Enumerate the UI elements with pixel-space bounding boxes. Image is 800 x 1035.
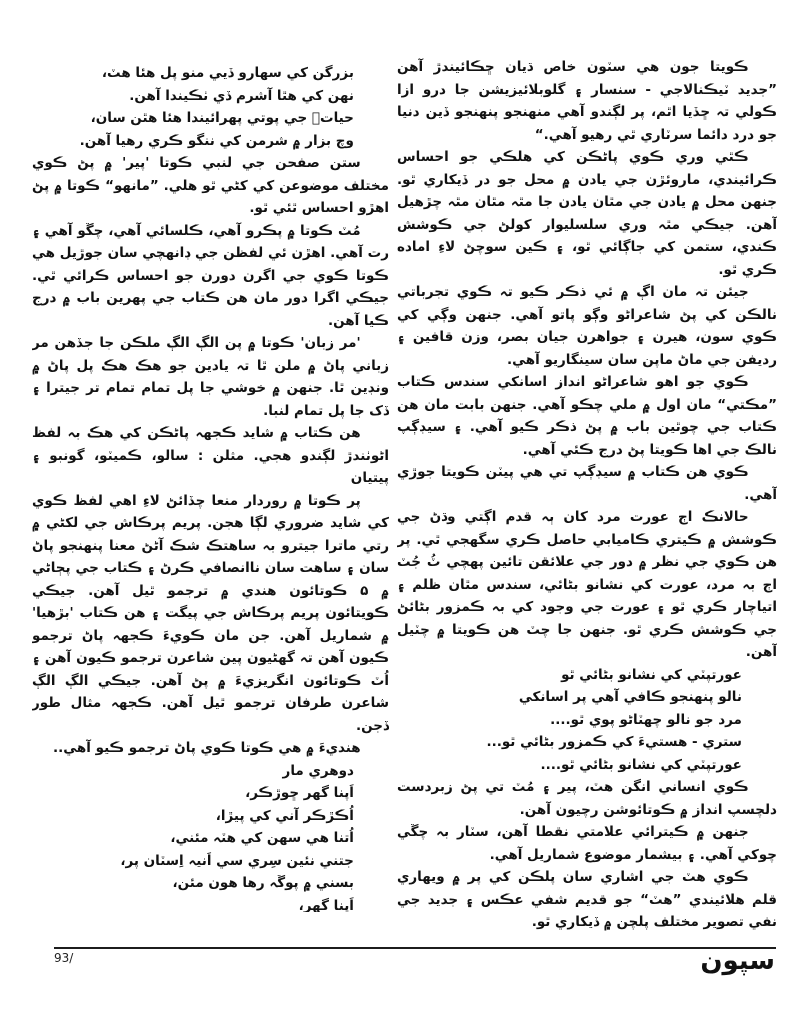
paragraph: پر ڪوتا ۾ روردار منعا چڏائڻ لاءِ اهي لفظ ڪوي کي شايد ضروري لڳا هجن. پريم پرڪاش جي لکڻي ۾ رتي ماترا جيترو بہ ساهتڪ شڪ آڻڻ معنا پنهنجو پاڻ سان ۽ ساهت سان ناانصافي ڪرڻ ۽ ڪتاب جي پڄاڻي ۾ ۵ ڪوتائون هندي ۾ ترجمو ٿيل آهن. جيڪي ڪويتائون پريم پرڪاش جي پيگت ۽ هن ڪتاب 'بڙهيا' ۾ شماريل آهن. جن مان ڪويءَ ڪجهہ پاڻ ترجمو ڪيون آهن تہ گهڻيون پين شاعرن ترجمو ڪيون آهن ۽ اُٽ ڪوتائون انگريزيءَ ۾ پڻ آهن. جيڪي الڳ الڳ شاعرن طرفان ترجمو ٿيل آهن. ڪجهہ مثال طور ڏجن. [32, 492, 389, 734]
verse-line: وچ بزار ۾ شرمن کي ننگو ڪري رهيا آهن. [79, 132, 354, 149]
verse-line: اُتنا هي سهن کي هٽہ مئني، [170, 830, 354, 846]
paragraph: جنهن ۾ ڪيترائي علامتي نقطا آهن، سٽار بہ چڱي چوکي آهي. ۽ بيشمار موضوع شماريل آهي. [397, 824, 777, 863]
paragraph: هن ڪتاب ۾ شايد ڪجهہ پاڻڪن کي هڪ بہ لفظ اڻوٺندڙ لڳندو هجي. مثلن : سالو، ڪميٽو، گونبو ۽ پيتيان [32, 425, 389, 486]
verse-line: عورتپٽي کي نشانو بڻائي ٿو [561, 666, 742, 683]
footer-divider-rule [54, 947, 776, 949]
paragraph: مُٽ ڪوتا ۾ پڪرو آهي، ڪلسائي آهي، چڱو آهي ۽ رت آهي. اهڙن ئي لفظن جي ڊانهچي سان جوڙيل هي ڪوتا ڪوي جي اگرن دورن جو احساس ڪرائي ٿي. جيڪي اگرا دور مان هن ڪتاب جي پهرين باب ۾ درج ڪيا آهن. [32, 222, 389, 329]
verse-line: ستري - هستيءَ کي ڪمزور بڻائي ٿو... [486, 734, 742, 750]
verse-line: جتني نئين سِري سي اَنيہ اِسٽان پر، [120, 852, 354, 869]
paragraph: ڪوي جو اهو شاعراڻو انداز اسانکي سندس ڪتاب ”مڪتي“ مان اول ۾ ملي چڪو آهي. جنهن بابت مان هن ڪتاب جي چوٿين باب ۾ پڻ ذڪر ڪيو آهي. ۽ سيڊڳپ نالڪ جي اها ڪويتا پڻ درج ڪئي آهي. [397, 374, 777, 458]
verse-line: نهن کي هٿا آشرم ڏي ٺڪيندا آهن. [129, 87, 354, 104]
verse-line: مرد جو نالو چهٽاڻو پوي ٿو.... [550, 711, 742, 728]
paragraph: ڪوي هن ڪتاب ۾ سيڊڳپ تي هي پيٽن ڪويتا جوڙي آهي. [397, 464, 777, 503]
paragraph: ڪويتا جون هي سٽون خاص ڌيان ڇڪائيندڙ آهن ”جديد ٽيڪنالاجي - سنسار ۽ گلوبلائيزيشن جا درو ازا ڪولي تہ ڇڏيا اٿم، پر لڳندو آهي منهنجو پنهنجو ڏين دنيا جو درد دائما سرٽاري ٿي رهيو آهي.“ [397, 59, 777, 143]
paragraph: 'مر زبان' ڪوتا ۾ پن الڳ الڳ ملڪن جا جڏهن مر زباني پاڻ ۾ ملن ٿا تہ يادين جو هڪ هڪ پل پاڻ ۾ ونڊين ٿا. جنهن ۾ خوشي جا پل تمام تمام تر جيترا ۽ ڏک جا پل تمام لنبا. [32, 335, 389, 419]
verse-line: بزرگن کي سهارو ڏيي منو پل هئا هٽ، [101, 65, 354, 81]
verse-line [397, 934, 777, 937]
paragraph: ڪوي هٽ جي اشاري سان پلڪن کي پر ۾ ويهاري قلم هلائيندي ”هٽ“ جو قديم شفي عڪس ۽ جديد جي نفي تصوير مختلف پلچن ۾ ڏيکاري ٿو. [397, 869, 777, 930]
paragraph: هنديءَ ۾ هي ڪوتا ڪوي پاڻ ترجمو ڪيو آهي.. [53, 740, 361, 756]
paragraph: ستن صفحن جي لنبي ڪوتا 'پير' ۾ پڻ ڪوي مختلف موضوعن کي کڻي ٿو هلي. ”مانهو“ ڪوتا ۾ پڻ اهڙو احساس ٿئي ٿو. [32, 155, 389, 216]
verse-line: اَپنا گهر ڇوڙڪر، [245, 785, 354, 801]
text-column-left [32, 62, 389, 912]
paragraph: ڪٿي وري ڪوي پاڻڪن کي هلڪي جو احساس ڪرائيندي، ماروئڙن جي يادن ۾ محل جو در ڏيکاري ٿو. جنهن محل ۾ يادن جي مٿان يادن جا مٿہ مٿان مٿہ چڙهيل آهن. جيڪي مٿہ وري سلسليوار کولڻ جي ڪوشش ڪندي، ستمن کي جاڳائي ٿو، ۽ ڪين سوچڻ لاءِ اماده ڪري ٿو. [397, 149, 777, 278]
paragraph: جيئن تہ مان اڳ ۾ ئي ذڪر ڪيو تہ ڪوي تجرباتي نالڪن کي پڻ شاعراڻو وڳو پاتو آهي. جنهن وڳي کي ڪوي سون، هيرن ۽ جواهرن جيان بصر، وزن قافين ۽ رديفن جي ماڻ ماپن سان سينگاريو آهي. [397, 284, 777, 368]
verse-line: اَپنا گهر، [298, 897, 354, 912]
verse-line: دوهري مار [282, 762, 354, 779]
page-number: 93/ [54, 951, 74, 965]
paragraph: ڪوي انساني انگن هٽ، پير ۽ مُٽ تي پڻ زبردست دلچسپ انداز ۾ ڪوتائوشن رچيون آهن. [397, 779, 777, 818]
verse-line: حياتۡ جي پوتي پهرائيندا هئا هٿن سان، [90, 110, 354, 126]
verse-line: بسني ۾ پوڱہ رها هون مئن، [172, 875, 354, 891]
verse-line: عورتپٽي کي نشانو بڻائي ٿو.... [540, 756, 742, 773]
text-column-right [397, 56, 777, 936]
verse-line: اُڪڙڪر آني کي پيڙا، [215, 807, 354, 824]
verse-line: نالو پنهنجو ڪافي آهي پر اسانکي [518, 689, 742, 705]
paragraph: حالانڪ اڄ عورت مرد کان ٻہ قدم اڳتي وڌڻ جي ڪوشش ۾ ڪيتري ڪاميابي حاصل ڪري سگهجي ٿي. پر هن ڪوي جي نظر ۾ دور جي علائقن تائين پهچي ٽُ جُٽ اڄ بہ مرد، عورت کي نشانو بڻائي، سندس مٿان ظلم ۽ اتياچار ڪري ٿو ۽ عورت جي وجود کي بہ ڪمزور بڻائڻ جي ڪوشش ڪري ٿو. جنهن جا چٽ هن ڪويتا ۾ چٽيل آهن. [397, 509, 777, 660]
magazine-title: سپون [700, 946, 775, 976]
